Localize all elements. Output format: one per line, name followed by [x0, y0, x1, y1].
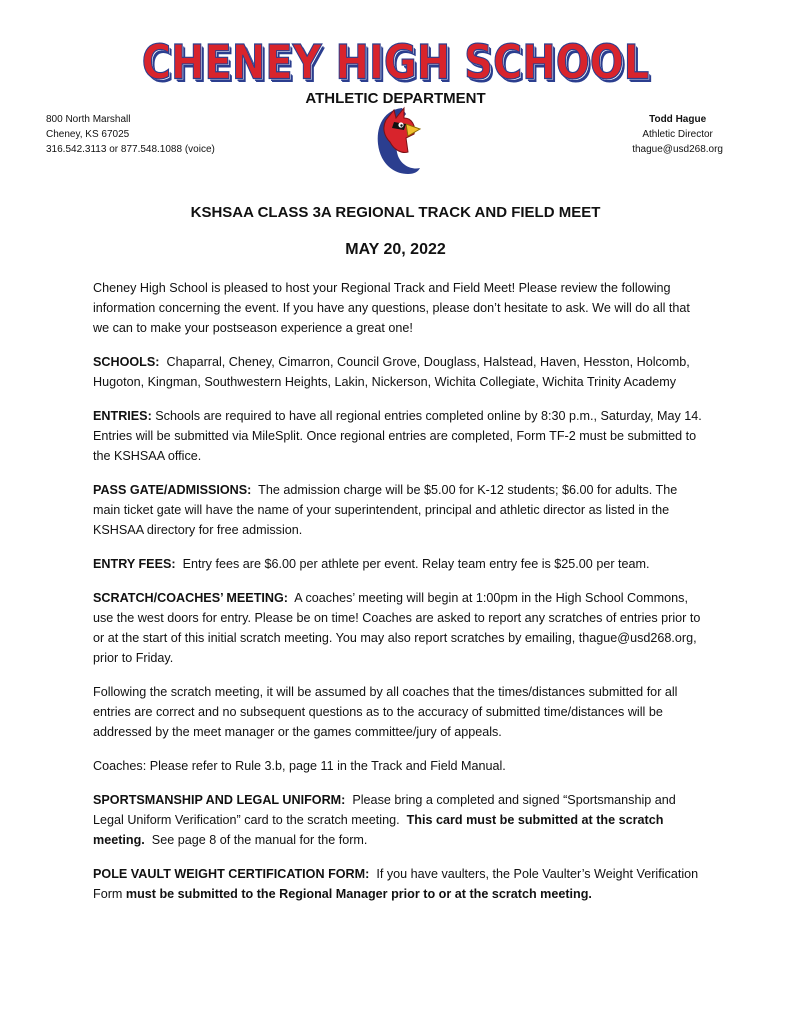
pass-gate-label: PASS GATE/ADMISSIONS:	[93, 483, 252, 497]
sportsmanship-label: SPORTSMANSHIP AND LEGAL UNIFORM:	[93, 793, 346, 807]
event-title: KSHSAA CLASS 3A REGIONAL TRACK AND FIELD MEET	[190, 204, 601, 221]
entries-text: Schools are required to have all regional entries completed online by 8:30 p.m., Saturday, May 14. Entries will be submitted via MileSplit. Once regional entries are completed, Form TF-2 must be submitted to the KSHSAA office.	[93, 409, 702, 463]
entries-paragraph	[93, 406, 705, 466]
schools-list: Chaparral, Cheney, Cimarron, Council Grove, Douglass, Halstead, Haven, Hesston, Holcomb, Hugoton, Kingman, Southwestern Heights, Lakin, Nickerson, Wichita Collegiate, Wichita Trinity Academy	[93, 355, 690, 389]
pass-gate-text: The admission charge will be $5.00 for K-12 students; $6.00 for adults. The main ticket gate will have the name of your superintendent, principal and athletic director as listed in the KSHSAA directory for free admission.	[93, 483, 678, 537]
pass-gate-paragraph	[93, 480, 705, 540]
school-name-banner: CHENEY HIGH SCHOOL	[141, 36, 650, 91]
sportsmanship-paragraph	[93, 790, 705, 850]
intro-paragraph: Cheney High School is pleased to host your Regional Track and Field Meet! Please review the following information concerning the event. If you have any questions, please don’t hesitate to ask. We will do all that we can to make your postseason experience a great one!	[93, 281, 690, 335]
letter-body	[93, 278, 705, 918]
entries-label: ENTRIES:	[93, 409, 152, 423]
entry-fees-text: Entry fees are $6.00 per athlete per event. Relay team entry fee is $25.00 per team.	[182, 557, 650, 571]
schools-paragraph	[93, 352, 705, 392]
pole-vault-text: If you have vaulters, the Pole Vaulter’s Weight Verification Form	[93, 867, 699, 901]
sportsmanship-emphasis: This card must be submitted at the scratch meeting.	[93, 813, 664, 847]
address-line: 800 North Marshall	[46, 114, 131, 125]
scratch-meeting-text: A coaches’ meeting will begin at 1:00pm in the High School Commons, use the west doors for entry. Please be on time! Coaches are asked to report any scratches of entries prior to or at the start of this initial scratch meeting. You may also report scratches by emailing, thague@usd268.org, prior to Friday.	[93, 591, 701, 665]
coaches-paragraph: Coaches: Please refer to Rule 3.b, page 11 in the Track and Field Manual.	[93, 759, 506, 773]
following-paragraph: Following the scratch meeting, it will be assumed by all coaches that the times/distances submitted for all entries are correct and no subsequent questions as to the accuracy of submitted time/distances will be addressed by the meet manager or the games committee/jury of appeals.	[93, 685, 678, 739]
pole-vault-emphasis: must be submitted to the Regional Manager prior to or at the scratch meeting.	[125, 887, 592, 901]
director-title: Athletic Director	[642, 129, 713, 140]
entry-fees-label: ENTRY FEES:	[93, 557, 176, 571]
address-phone: 316.542.3113 or 877.548.1088 (voice)	[46, 144, 215, 155]
director-email: thague@usd268.org	[632, 144, 723, 155]
entry-fees-paragraph	[93, 554, 705, 574]
address-line: Cheney, KS 67025	[46, 129, 130, 140]
scratch-meeting-label: SCRATCH/COACHES’ MEETING:	[93, 591, 288, 605]
pole-vault-label: POLE VAULT WEIGHT CERTIFICATION FORM:	[93, 867, 370, 881]
sportsmanship-tail: See page 8 of the manual for the form.	[151, 833, 368, 847]
director-name: Todd Hague	[649, 114, 707, 125]
athletic-director-contact	[632, 112, 723, 157]
cardinal-mascot-logo	[372, 104, 428, 178]
schools-label: SCHOOLS:	[93, 355, 160, 369]
pole-vault-paragraph	[93, 864, 705, 904]
department-title: ATHLETIC DEPARTMENT	[305, 90, 486, 107]
event-date: MAY 20, 2022	[345, 241, 446, 258]
scratch-meeting-paragraph	[93, 588, 705, 668]
school-address	[46, 112, 215, 157]
sportsmanship-text: Please bring a completed and signed “Sportsmanship and Legal Uniform Verification” card to the scratch meeting.	[93, 793, 676, 827]
